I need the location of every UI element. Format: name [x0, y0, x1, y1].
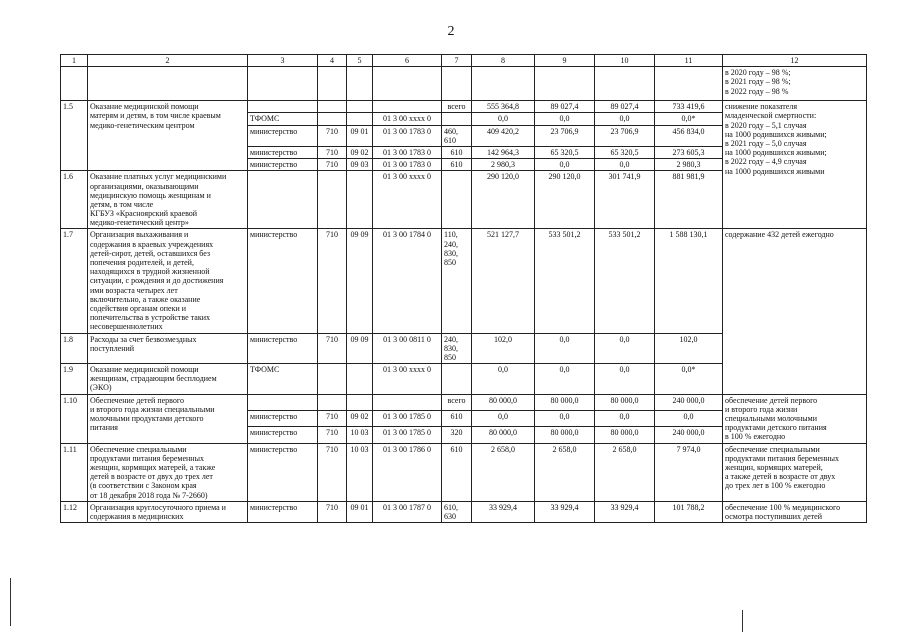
table-row: 1.6 Оказание платных услуг медицинскими организациями, оказывающими медицинскую помощь женщинам и детям, в том числе КГБУЗ «Красноярский краевой медико-генетический центр» 01 3 00 xxxx 0 290 120,0 290 120,0 301 741,9 881 981,9 [61, 171, 867, 229]
page-number: 2 [447, 24, 455, 39]
activity-name: Обеспечение специальными продуктами питания беременных женщин, кормящих матерей, а также детей в возрасте от двух до трех лет (в соответствии с Законом края от 18 декабря 2018 года № 7-2660) [88, 443, 248, 501]
table-row: министерство 710 09 01 01 3 00 1783 0 460, 610 409 420,2 23 706,9 23 706,9 456 834,0 [61, 125, 867, 146]
col-header: 5 [347, 55, 373, 67]
col-header: 3 [248, 55, 318, 67]
table-row: министерство 710 09 02 01 3 00 1783 0 610 142 964,3 65 320,5 65 320,5 273 605,3 [61, 146, 867, 158]
row-number: 1.11 [61, 443, 88, 501]
indicator-cell: обеспечение 100 % медицинского осмотра поступивших детей [723, 501, 867, 522]
table-row: ТФОМС 01 3 00 xxxx 0 0,0 0,0 0,0 0,0* [61, 113, 867, 125]
col-header: 6 [373, 55, 442, 67]
col-header: 12 [723, 55, 867, 67]
indicator-cell: обеспечение детей первого и второго года жизни специальными молочными продуктами детского питания в 100 % ежегодно [723, 394, 867, 443]
table-row: 1.7 Организация выхаживания и содержания в краевых учреждениях детей-сирот, детей, оставшихся без попечения родителей, и детей, находящихся в трудной жизненной ситуации, с рождения и до достижения ими возраста четырех лет включительно, а также оказание содействия органам опеки и попечительства в устройстве таких несовершеннолетних министерство 710 09 09 01 3 00 1784 0 110, 240, 830, 850 521 127,7 533 501,2 533 501,2 1 588 130,1 содержание 432 детей ежегодно [61, 229, 867, 333]
table-row: 1.8 Расходы за счет безвозмездных поступлений министерство 710 09 09 01 3 00 0811 0 240, 830, 850 102,0 0,0 0,0 102,0 [61, 333, 867, 364]
col-header: 9 [535, 55, 595, 67]
col-header: 1 [61, 55, 88, 67]
table-row [61, 67, 867, 101]
table-row: 1.12 Организация круглосуточного приема и содержания в медицинских министерство 710 09 01 01 3 00 1787 0 610, 630 33 929,4 33 929,4 33 929,4 101 788,2 обеспечение 100 % медицинского осмотра поступивших детей [61, 501, 867, 522]
col-header: 4 [318, 55, 347, 67]
row-number: 1.12 [61, 501, 88, 522]
activity-name: Организация круглосуточного приема и содержания в медицинских [88, 501, 248, 522]
row-number: 1.10 [61, 394, 88, 443]
table-row: 1.10 Обеспечение детей первого и второго года жизни специальными молочными продуктами детского питания всего 80 000,0 80 000,0 80 000,0 240 000,0 обеспечение детей первого и второго года жизни специальными молочными продуктами детского питания в 100 % ежегодно [61, 394, 867, 410]
col-header: 11 [655, 55, 723, 67]
budget-table [60, 54, 867, 523]
indicator-cell: в 2020 году – 98 %; в 2021 году – 98 %; в 2022 году – 98 % [723, 67, 867, 101]
col-header: 10 [595, 55, 655, 67]
activity-name: Обеспечение детей первого и второго года жизни специальными молочными продуктами детского питания [88, 394, 248, 443]
table-row: 1.5 Оказание медицинской помощи матерям и детям, в том числе краевым медико-генетическим центром всего 555 364,8 89 027,4 89 027,4 733 419,6 снижение показателя младенческой смертности: в 2020 году – 5,1 случая на 1000 родившихся живыми; в 2021 году – 5,0 случая на 1000 родившихся живыми; в 2022 году – 4,9 случая на 1000 родившихся живыми [61, 101, 867, 113]
indicator-cell: содержание 432 детей ежегодно [723, 229, 867, 394]
table-row: 1.11 Обеспечение специальными продуктами питания беременных женщин, кормящих матерей, а также детей в возрасте от двух до трех лет (в соответствии с Законом края от 18 декабря 2018 года № 7-2660) министерство 710 10 03 01 3 00 1786 0 610 2 658,0 2 658,0 2 658,0 7 974,0 обеспечение специальными продуктами питания беременных женщин, кормящих матерей, а также детей в возрасте от двух до трех лет в 100 % ежегодно [61, 443, 867, 501]
activity-name: Оказание медицинской помощи матерям и детям, в том числе краевым медико-генетическим центром [88, 101, 248, 171]
row-number: 1.5 [61, 101, 88, 171]
table-row: 1.9 Оказание медицинской помощи женщинам, страдающим бесплодием (ЭКО) ТФОМС 01 3 00 xxxx 0 0,0 0,0 0,0 0,0* [61, 364, 867, 395]
row-number: 1.8 [61, 333, 88, 364]
col-header: 2 [88, 55, 248, 67]
activity-name: Оказание медицинской помощи женщинам, страдающим бесплодием (ЭКО) [88, 364, 248, 395]
row-number: 1.9 [61, 364, 88, 395]
table-row: министерство 710 09 03 01 3 00 1783 0 610 2 980,3 0,0 0,0 2 980,3 [61, 159, 867, 171]
col-header: 7 [442, 55, 472, 67]
indicator-cell: обеспечение специальными продуктами питания беременных женщин, кормящих матерей, а также детей в возрасте от двух до трех лет в 100 % ежегодно [723, 443, 867, 501]
scan-mark [742, 610, 743, 632]
indicator-cell: снижение показателя младенческой смертности: в 2020 году – 5,1 случая на 1000 родившихся живыми; в 2021 году – 5,0 случая на 1000 родившихся живыми; в 2022 году – 4,9 случая на 1000 родившихся живыми [723, 101, 867, 229]
activity-name: Расходы за счет безвозмездных поступлений [88, 333, 248, 364]
scan-mark [10, 578, 11, 626]
column-number-row [61, 55, 867, 67]
row-number: 1.6 [61, 171, 88, 229]
activity-name: Оказание платных услуг медицинскими организациями, оказывающими медицинскую помощь женщинам и детям, в том числе КГБУЗ «Красноярский краевой медико-генетический центр» [88, 171, 248, 229]
table-row: министерство 710 09 02 01 3 00 1785 0 610 0,0 0,0 0,0 0,0 [61, 410, 867, 426]
row-number: 1.7 [61, 229, 88, 333]
col-header: 8 [472, 55, 535, 67]
activity-name: Организация выхаживания и содержания в краевых учреждениях детей-сирот, детей, оставшихся без попечения родителей, и детей, находящихся в трудной жизненной ситуации, с рождения и до достижения ими возраста четырех лет включительно, а также оказание содействия органам опеки и попечительства в устройстве таких несовершеннолетних [88, 229, 248, 333]
table-row: министерство 710 10 03 01 3 00 1785 0 320 80 000,0 80 000,0 80 000,0 240 000,0 [61, 427, 867, 443]
